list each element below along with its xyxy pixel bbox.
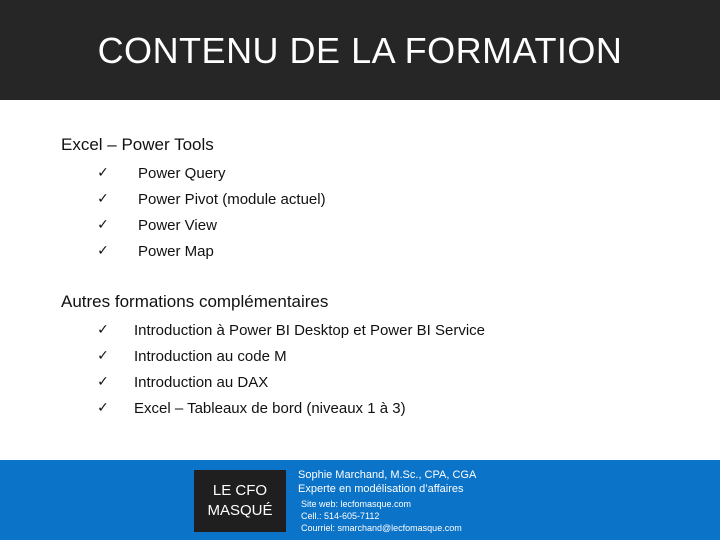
contact-website: Site web: lecfomasque.com: [301, 499, 412, 509]
bullet-list: [61, 317, 485, 421]
check-icon: ✓: [97, 348, 109, 364]
section-power-tools: [61, 134, 326, 264]
list-item: [61, 186, 326, 212]
list-item-text: Power View: [138, 216, 217, 234]
list-item-text: Power Query: [138, 164, 226, 182]
logo-text-line-1: LE CFO: [212, 482, 268, 499]
check-icon: ✓: [97, 243, 109, 259]
bullet-list: [61, 160, 326, 264]
list-item: [61, 317, 485, 343]
contact-info: [298, 468, 558, 534]
section-other-trainings: [61, 291, 485, 421]
section-title: Excel – Power Tools: [61, 135, 214, 154]
check-icon: ✓: [97, 400, 109, 416]
contact-email: Courriel: smarchand@lecfomasque.com: [301, 523, 462, 533]
list-item-text: Introduction à Power BI Desktop et Power BI Service: [134, 321, 485, 339]
section-title: Autres formations complémentaires: [61, 292, 329, 311]
list-item-text: Power Map: [138, 242, 214, 260]
list-item-text: Introduction au code M: [134, 347, 287, 365]
contact-phone: Cell.: 514-605-7112: [301, 511, 380, 521]
check-icon: ✓: [97, 374, 109, 390]
brand-logo: [194, 470, 286, 532]
contact-role: Experte en modélisation d’affaires: [298, 483, 464, 495]
list-item: [61, 343, 485, 369]
list-item: [61, 212, 326, 238]
list-item-text: Introduction au DAX: [134, 373, 269, 391]
list-item-text: Power Pivot (module actuel): [138, 190, 326, 208]
list-item: [61, 395, 485, 421]
check-icon: ✓: [97, 322, 109, 338]
contact-name: Sophie Marchand, M.Sc., CPA, CGA: [298, 469, 477, 481]
list-item: [61, 238, 326, 264]
logo-text-line-2: MASQUÉ: [207, 502, 273, 519]
check-icon: ✓: [97, 191, 109, 207]
check-icon: ✓: [97, 217, 109, 233]
check-icon: ✓: [97, 165, 109, 181]
list-item: [61, 369, 485, 395]
list-item-text: Excel – Tableaux de bord (niveaux 1 à 3): [134, 399, 406, 417]
list-item: [61, 160, 326, 186]
page-title: CONTENU DE LA FORMATION: [97, 30, 623, 71]
footer-banner: [0, 460, 720, 540]
slide-header: [0, 0, 720, 100]
